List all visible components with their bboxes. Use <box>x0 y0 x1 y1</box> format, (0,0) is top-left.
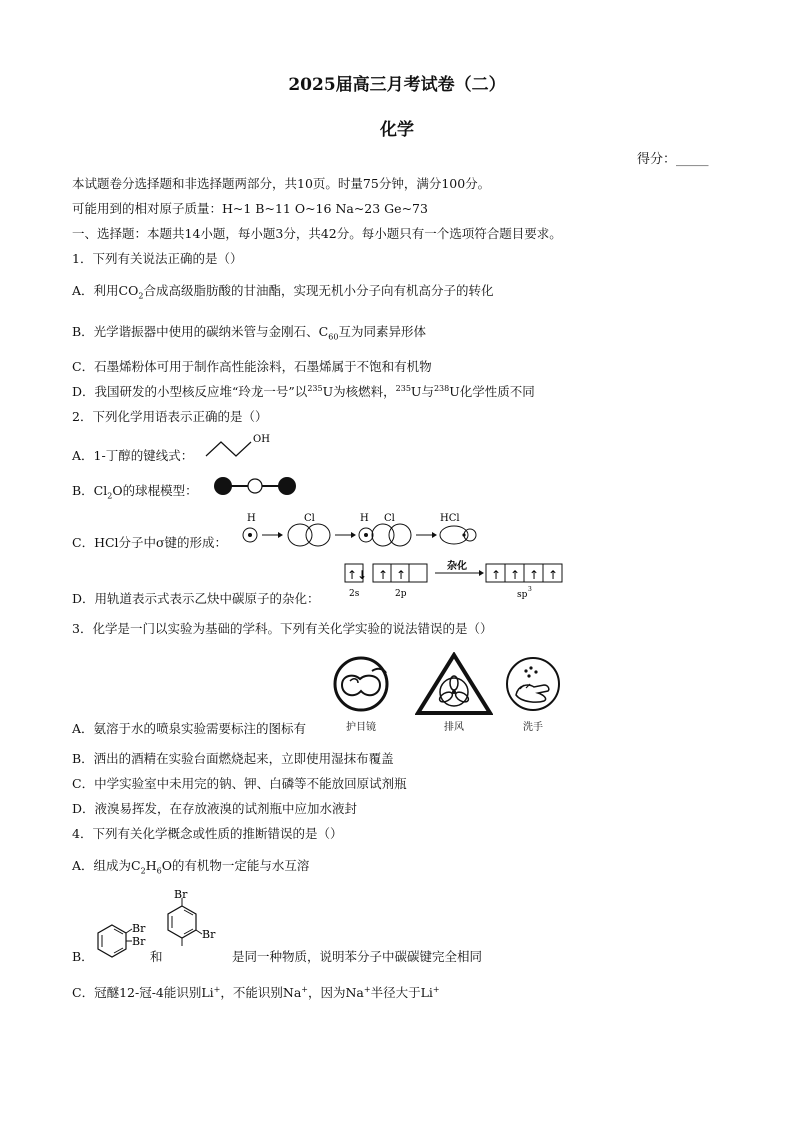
q4-option-b-label: B． <box>72 949 94 964</box>
svg-text:sp: sp <box>517 590 528 600</box>
svg-text:2s: 2s <box>349 589 360 599</box>
icon-caption-handwash: 洗手 <box>523 722 543 733</box>
cl2o-ball-stick-model <box>212 475 302 497</box>
svg-text:Br: Br <box>132 922 146 935</box>
exam-title: 2025届高三月考试卷（二） <box>288 75 506 95</box>
q3-stem: 3．化学是一门以实验为基础的学科。下列有关化学实验的说法错误的是（） <box>72 621 493 636</box>
q4-option-a: A．组成为$C_2H_6O$的有机物一定能与水互溶 <box>72 858 310 876</box>
svg-text:Cl: Cl <box>384 513 395 524</box>
svg-text:Cl: Cl <box>304 513 315 524</box>
q3-option-b: B．洒出的酒精在实验台面燃烧起来，立即使用湿抹布覆盖 <box>72 751 394 766</box>
q4-option-b-text: 是同一种物质，说明苯分子中碳碳键完全相同 <box>232 949 483 964</box>
q2-option-c: C．HCl分子中σ键的形成： <box>72 535 228 550</box>
svg-text:Br: Br <box>202 928 216 941</box>
svg-text:↑: ↑ <box>529 568 540 582</box>
q1-option-d: D．我国研发的小型核反应堆“玲龙一号”以$^{235}$U为核燃料，$^{235}$U与$^{238}$U化学性质不同 <box>72 383 535 399</box>
svg-text:↑↓: ↑↓ <box>347 568 368 582</box>
q1-option-c: C．石墨烯粉体可用于制作高性能涂料，石墨烯属于不饱和有机物 <box>72 359 432 374</box>
q2-option-d: D．用轨道表示式表示乙炔中碳原子的杂化： <box>72 591 320 606</box>
intro-line-2: 可能用到的相对原子质量：H~1 B~11 O~16 Na~23 Ge~73 <box>72 201 428 216</box>
q3-option-d: D．液溴易挥发，在存放液溴的试剂瓶中应加水液封 <box>72 801 358 816</box>
svg-text:↑: ↑ <box>548 568 559 582</box>
icon-caption-goggles: 护目镜 <box>346 722 376 733</box>
q1-option-b: B．光学谐振器中使用的碳纳米管与金刚石、$C_{60}$互为同素异形体 <box>72 324 426 342</box>
q2-stem: 2．下列化学用语表示正确的是（） <box>72 409 268 424</box>
svg-text:↑: ↑ <box>396 568 407 582</box>
q3-option-a: A．氨溶于水的喷泉实验需要标注的图标有 <box>72 721 307 736</box>
icon-caption-ventilation: 排风 <box>444 722 464 733</box>
q2-option-a: A．1-丁醇的键线式： <box>72 448 194 463</box>
svg-text:H: H <box>247 513 256 524</box>
hand-wash-icon <box>504 655 562 713</box>
svg-text:Br: Br <box>132 935 146 948</box>
q4-stem: 4．下列有关化学概念或性质的推断错误的是（） <box>72 826 343 841</box>
section-heading: 一、选择题：本题共14小题，每小题3分，共42分。每小题只有一个选项符合题目要求。 <box>72 226 562 241</box>
intro-line-1: 本试题卷分选择题和非选择题两部分，共10页。时量75分钟，满分100分。 <box>72 176 491 191</box>
svg-text:3: 3 <box>528 586 532 593</box>
svg-text:Br: Br <box>174 888 188 901</box>
svg-text:H: H <box>360 513 369 524</box>
oh-label: OH <box>253 434 270 445</box>
svg-text:HCl: HCl <box>440 513 460 524</box>
subject-title: 化学 <box>380 120 414 140</box>
q4-option-c: C．冠醚12-冠-4能识别Li+，不能识别Na+，因为Na+半径大于Li+ <box>72 984 440 1000</box>
sp3-orbital-diagram <box>343 558 568 602</box>
q2-option-b: B．$Cl_2O$的球棍模型： <box>72 483 198 501</box>
ventilation-icon <box>415 652 493 716</box>
svg-text:杂化: 杂化 <box>447 561 467 572</box>
q3-option-c: C．中学实验室中未用完的钠、钾、白磷等不能放回原试剂瓶 <box>72 776 407 791</box>
q1-stem: 1．下列有关说法正确的是（） <box>72 251 243 266</box>
q1-option-a: A．利用$CO_2$合成高级脂肪酸的甘油酯，实现无机小分子向有机高分子的转化 <box>72 283 494 301</box>
butanol-skeletal-formula <box>203 430 273 464</box>
score-field: 得分：_____ <box>637 152 709 167</box>
svg-text:↑: ↑ <box>491 568 502 582</box>
svg-text:↑: ↑ <box>378 568 389 582</box>
svg-text:2p: 2p <box>395 589 407 599</box>
q4-option-b-and: 和 <box>150 949 163 964</box>
hcl-sigma-bond-diagram <box>238 510 483 550</box>
ortho-dibromobenzene-2 <box>164 888 226 960</box>
goggles-icon <box>332 655 390 713</box>
svg-text:↑: ↑ <box>510 568 521 582</box>
